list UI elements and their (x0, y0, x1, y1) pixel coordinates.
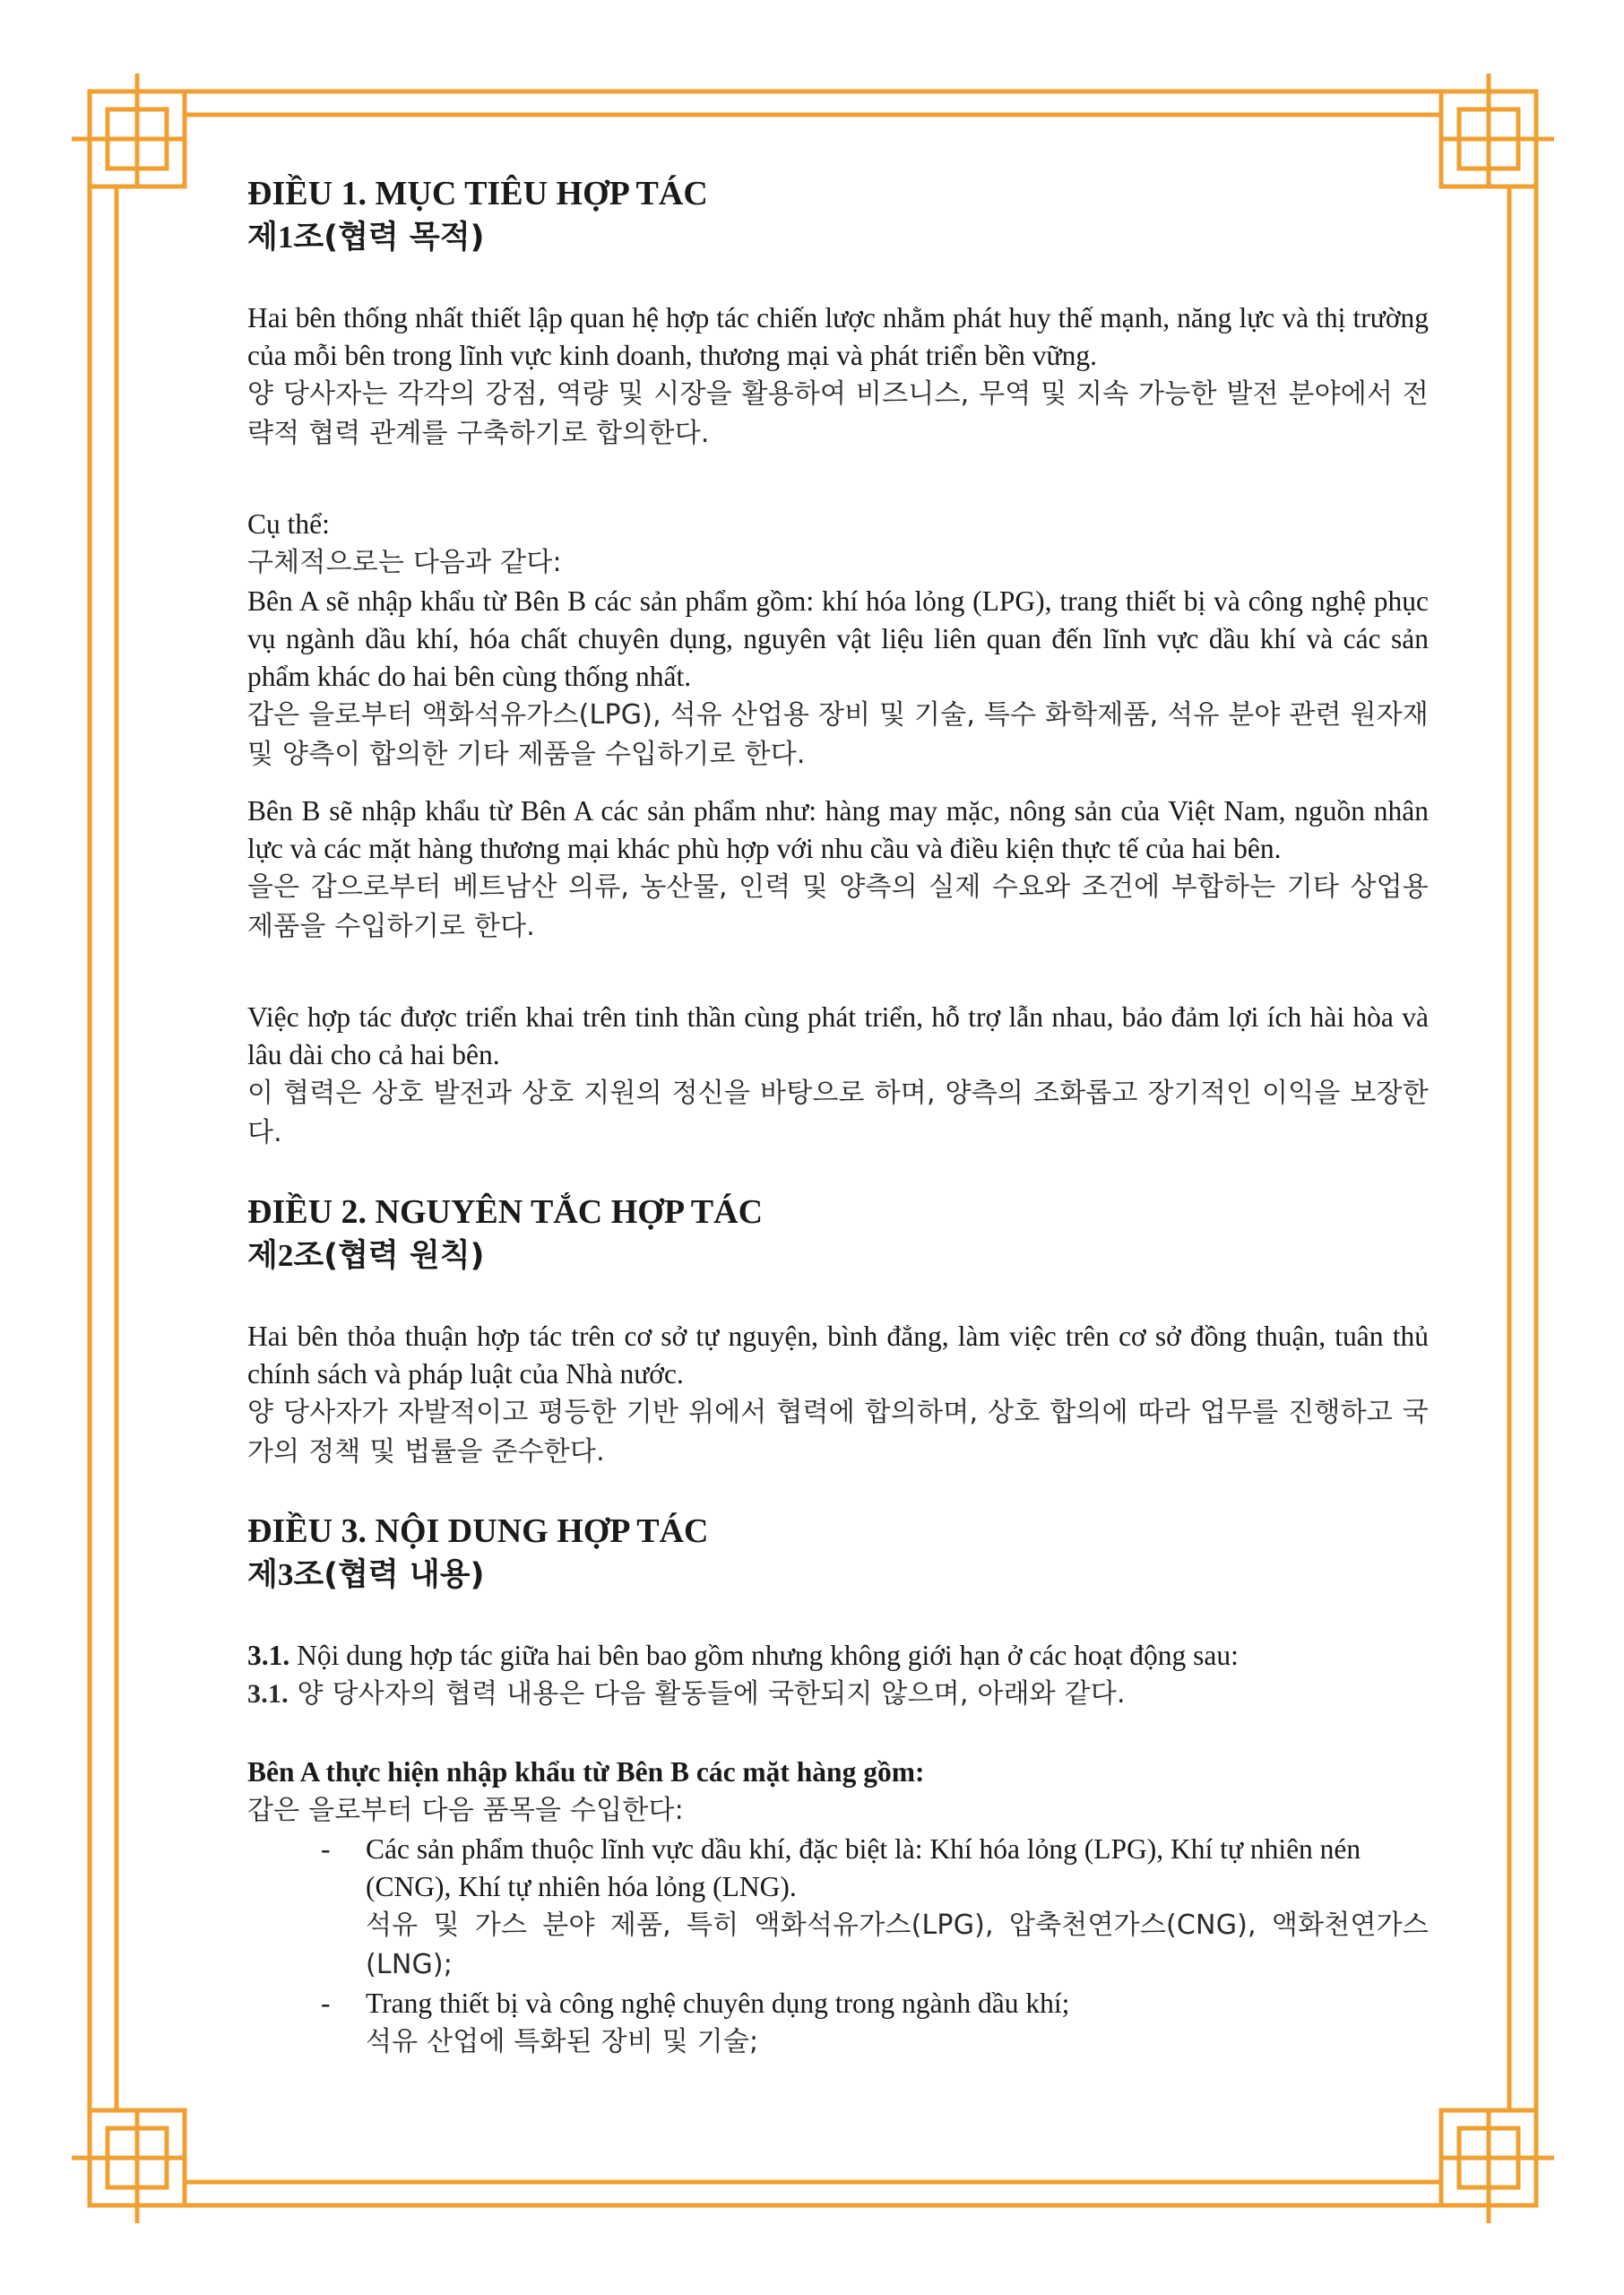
article-2-title-ko-prefix: 제 (247, 1238, 278, 1274)
article-2-body-vi: Hai bên thỏa thuận hợp tác trên cơ sở tự nguyện, bình đẳng, làm việc trên cơ sở đồng thuận, tuân thủ chính sách và pháp luật của Nhà nước. (247, 1321, 1429, 1390)
article-2-title-ko (247, 1234, 1429, 1278)
article-1-title-vi: ĐIỀU 1. MỤC TIÊU HỢP TÁC (247, 175, 708, 212)
article-3-title-ko (247, 1553, 1429, 1598)
list-item (247, 1831, 1429, 1985)
article-1-title-ko-suffix: 조(협력 목적) (293, 220, 485, 255)
article-1-party-a-vi: Bên A sẽ nhập khẩu từ Bên B các sản phẩm gồm: khí hóa lỏng (LPG), trang thiết bị và công nghệ phục vụ ngành dầu khí, hóa chất chuyên dụng, nguyên vật liệu liên quan đến lĩnh vực dầu khí và các sản phẩm khác do hai bên cùng thống nhất. (247, 585, 1429, 692)
article-1-spirit-vi: Việc hợp tác được triển khai trên tinh thần cùng phát triển, hỗ trợ lẫn nhau, bảo đảm lợi ích hài hòa và lâu dài cho cả hai bên. (247, 1001, 1429, 1070)
list-item-ko: 석유 및 가스 분야 제품, 특히 액화석유가스(LPG), 압축천연가스(CNG), 액화천연가스(LNG); (366, 1910, 1429, 1980)
clause-3-1-ko (247, 1675, 1429, 1714)
article-1-specific-ko: 구체적으로는 다음과 같다: (247, 547, 562, 578)
clause-3-1-vi (247, 1637, 1429, 1675)
clause-number: 3.1. (247, 1679, 289, 1709)
article-1-party-b-vi: Bên B sẽ nhập khẩu từ Bên A các sản phẩm như: hàng may mặc, nông sản của Việt Nam, nguồn nhân lực và các mặt hàng thương mại khác phù hợp với nhu cầu và điều kiện thực tế của hai bên. (247, 795, 1429, 864)
article-1-title-ko-num: 1 (277, 220, 294, 255)
article-2-body-ko: 양 당사자가 자발적이고 평등한 기반 위에서 협력에 합의하며, 상호 합의에 따라 업무를 진행하고 국가의 정책 및 법률을 준수한다. (247, 1397, 1429, 1468)
article-3-title-ko-num: 3 (277, 1557, 294, 1592)
article-2-title-vi: ĐIỀU 2. NGUYÊN TẮC HỢP TÁC (247, 1193, 764, 1231)
article-1-title-ko (247, 215, 1429, 260)
party-a-import-heading-vi: Bên A thực hiện nhập khẩu từ Bên B các mặt hàng gồm: (247, 1756, 925, 1788)
list-dash: - (321, 1833, 331, 1865)
article-2-title-ko-num: 2 (277, 1238, 294, 1273)
article-1-party-a-ko: 갑은 을로부터 액화석유가스(LPG), 석유 산업용 장비 및 기술, 특수 화학제품, 석유 분야 관련 원자재 및 양측이 합의한 기타 제품을 수입하기로 한다. (247, 699, 1429, 770)
article-3-title-ko-prefix: 제 (247, 1557, 278, 1593)
article-3-title-vi: ĐIỀU 3. NỘI DUNG HỢP TÁC (247, 1512, 709, 1550)
article-1-specific-vi: Cụ thể: (247, 508, 330, 540)
article-1-party-b-ko: 을은 갑으로부터 베트남산 의류, 농산물, 인력 및 양측의 실제 수요와 조건에 부합하는 기타 상업용 제품을 수입하기로 한다. (247, 871, 1429, 942)
article-2-title-ko-suffix: 조(협력 원칙) (293, 1238, 485, 1274)
clause-number: 3.1. (247, 1640, 290, 1671)
article-3-title-ko-suffix: 조(협력 내용) (293, 1557, 485, 1593)
document-body (247, 172, 1429, 2062)
list-dash: - (321, 1988, 331, 2019)
clause-3-1-ko-text: 양 당사자의 협력 내용은 다음 활동들에 국한되지 않으며, 아래와 같다. (288, 1678, 1126, 1710)
article-1-spirit-ko: 이 협력은 상호 발전과 상호 지원의 정신을 바탕으로 하며, 양측의 조화롭고 장기적인 이익을 보장한다. (247, 1078, 1429, 1148)
list-item-ko: 석유 산업에 특화된 장비 및 기술; (366, 2026, 759, 2057)
party-a-import-list (247, 1831, 1429, 2062)
party-a-import-heading-ko: 갑은 을로부터 다음 품목을 수입한다: (247, 1795, 684, 1826)
list-item (247, 1985, 1429, 2062)
article-1-intro-ko: 양 당사자는 각각의 강점, 역량 및 시장을 활용하여 비즈니스, 무역 및 지속 가능한 발전 분야에서 전략적 협력 관계를 구축하기로 합의한다. (247, 378, 1429, 449)
list-item-vi: Các sản phẩm thuộc lĩnh vực dầu khí, đặc biệt là: Khí hóa lỏng (LPG), Khí tự nhiên nén (CNG), Khí tự nhiên hóa lỏng (LNG). (366, 1833, 1361, 1902)
clause-3-1-vi-text: Nội dung hợp tác giữa hai bên bao gồm nhưng không giới hạn ở các hoạt động sau: (289, 1640, 1239, 1671)
list-item-vi: Trang thiết bị và công nghệ chuyên dụng trong ngành dầu khí; (366, 1988, 1070, 2019)
article-1-title-ko-prefix: 제 (247, 220, 278, 255)
article-1-intro-vi: Hai bên thống nhất thiết lập quan hệ hợp tác chiến lược nhằm phát huy thế mạnh, năng lực và thị trường của mỗi bên trong lĩnh vực kinh doanh, thương mại và phát triển bền vững. (247, 302, 1429, 371)
